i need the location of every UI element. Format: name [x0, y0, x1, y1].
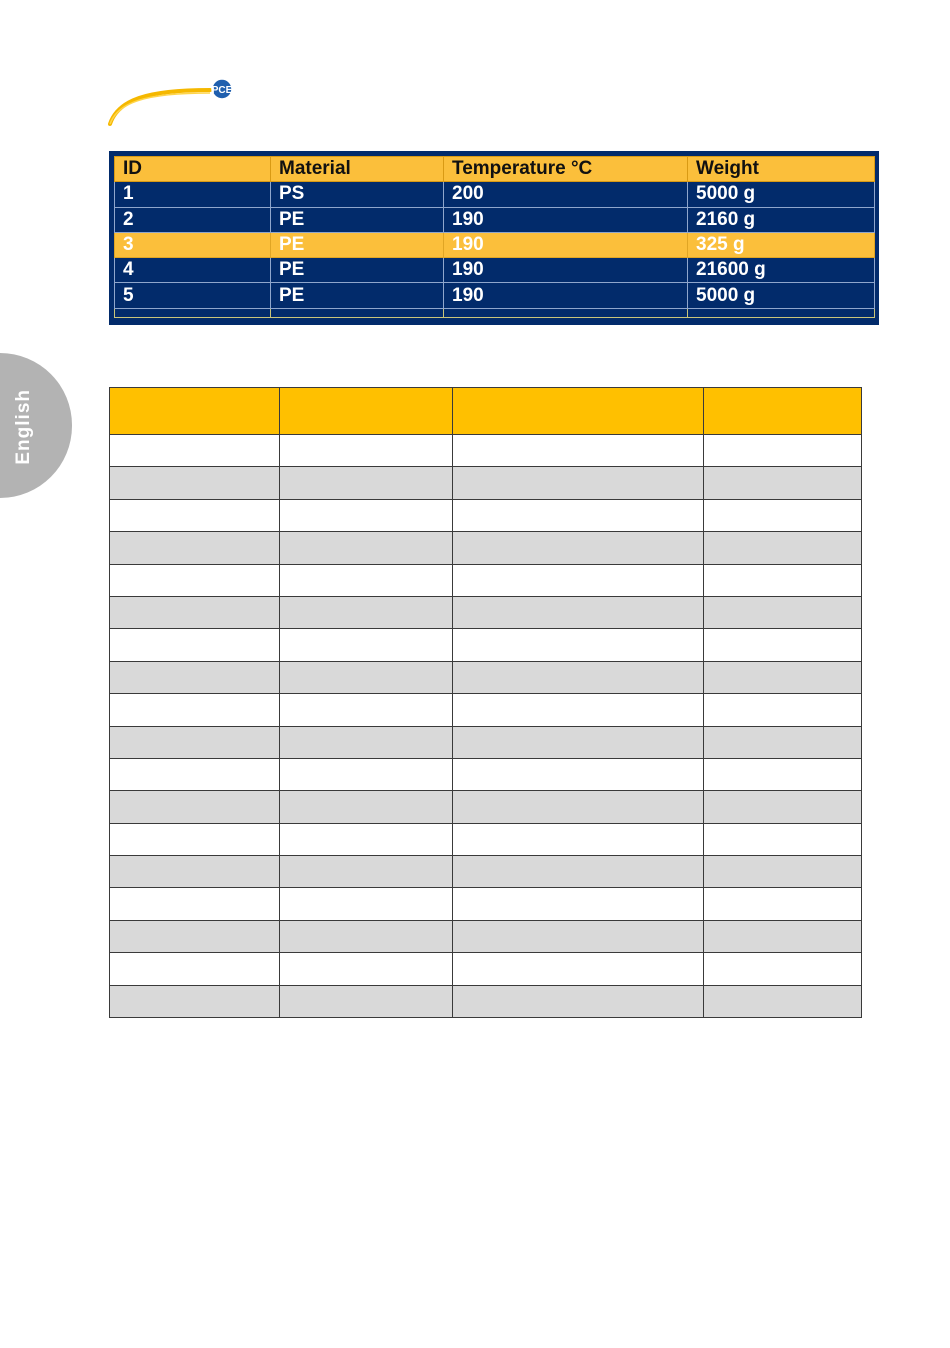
blank-table-cell	[110, 758, 280, 790]
blank-table-cell	[110, 661, 280, 693]
blank-table-cell	[453, 985, 704, 1017]
blank-table-cell	[280, 661, 453, 693]
blank-table-cell	[704, 791, 862, 823]
blank-table-cell	[453, 694, 704, 726]
blank-table-cell	[280, 499, 453, 531]
blank-table-cell	[110, 791, 280, 823]
language-tab-label: English	[13, 389, 34, 465]
blank-table-cell	[110, 629, 280, 661]
blank-table-row	[110, 694, 862, 726]
blank-table-cell	[280, 726, 453, 758]
blank-table-cell	[704, 758, 862, 790]
blank-table-cell	[110, 694, 280, 726]
header-weight: Weight	[688, 157, 875, 182]
blank-table-cell	[110, 856, 280, 888]
blank-table-cell	[110, 888, 280, 920]
blank-table-row	[110, 596, 862, 628]
cell-id: 1	[115, 182, 271, 207]
blank-table-cell	[453, 953, 704, 985]
blank-table-cell	[704, 661, 862, 693]
blank-table-cell	[110, 953, 280, 985]
blank-table-cell	[280, 920, 453, 952]
blank-table-cell	[280, 823, 453, 855]
cell-id: 5	[115, 283, 271, 308]
blank-table-cell	[110, 596, 280, 628]
blank-table-cell	[704, 467, 862, 499]
blank-table-cell	[453, 758, 704, 790]
cell-temperature: 190	[444, 207, 688, 232]
blank-table-row	[110, 532, 862, 564]
cell-id: 3	[115, 232, 271, 257]
blank-record-table	[109, 387, 862, 1018]
blank-table-row	[110, 726, 862, 758]
blank-table-cell	[280, 694, 453, 726]
blank-table-cell	[704, 694, 862, 726]
blank-table-cell	[704, 499, 862, 531]
blank-table-cell	[280, 791, 453, 823]
header-id: ID	[115, 157, 271, 182]
table-row-selected[interactable]	[115, 232, 875, 257]
blank-table-cell	[453, 823, 704, 855]
blank-table-row	[110, 564, 862, 596]
cell-temperature: 200	[444, 182, 688, 207]
blank-table-row	[110, 499, 862, 531]
blank-table-cell	[280, 564, 453, 596]
pce-logo	[106, 78, 246, 128]
blank-table-cell	[110, 823, 280, 855]
blank-table-cell	[280, 985, 453, 1017]
blank-table-row	[110, 823, 862, 855]
blank-table-cell	[453, 791, 704, 823]
blank-table-cell	[110, 564, 280, 596]
blank-table-cell	[704, 856, 862, 888]
blank-table-cell	[110, 467, 280, 499]
blank-table-cell	[453, 920, 704, 952]
blank-table-cell	[280, 435, 453, 467]
blank-table-row	[110, 920, 862, 952]
blank-table-cell	[704, 953, 862, 985]
blank-table-cell	[110, 499, 280, 531]
cell-id: 4	[115, 258, 271, 283]
cell-weight: 2160 g	[688, 207, 875, 232]
cell-material: PE	[271, 232, 444, 257]
cell-id: 2	[115, 207, 271, 232]
blank-table-cell	[453, 532, 704, 564]
blank-table-cell	[453, 629, 704, 661]
blank-table-cell	[453, 596, 704, 628]
blank-header-cell	[704, 388, 862, 435]
cell-material: PE	[271, 258, 444, 283]
blank-table-cell	[110, 435, 280, 467]
cell-weight: 5000 g	[688, 182, 875, 207]
blank-table-cell	[704, 532, 862, 564]
cell-weight: 21600 g	[688, 258, 875, 283]
blank-table-cell	[453, 726, 704, 758]
cell-temperature: 190	[444, 258, 688, 283]
blank-header-cell	[110, 388, 280, 435]
table-row[interactable]	[115, 258, 875, 283]
blank-table-cell	[704, 920, 862, 952]
blank-table-cell	[280, 629, 453, 661]
blank-table-row	[110, 791, 862, 823]
blank-table-cell	[704, 435, 862, 467]
blank-table-cell	[110, 726, 280, 758]
blank-table-cell	[453, 467, 704, 499]
blank-table-row	[110, 435, 862, 467]
table-row[interactable]	[115, 207, 875, 232]
blank-table-row	[110, 953, 862, 985]
blank-table-cell	[453, 564, 704, 596]
blank-table-row	[110, 467, 862, 499]
blank-table-row	[110, 888, 862, 920]
logo-badge-text: PCE	[211, 85, 233, 96]
table-row-empty	[115, 308, 875, 317]
blank-table-cell	[110, 532, 280, 564]
blank-header-cell	[453, 388, 704, 435]
blank-table-cell	[110, 985, 280, 1017]
blank-table-cell	[280, 888, 453, 920]
cell-weight: 325 g	[688, 232, 875, 257]
blank-table-cell	[453, 888, 704, 920]
blank-table-cell	[453, 499, 704, 531]
cell-material: PE	[271, 207, 444, 232]
blank-table-cell	[280, 758, 453, 790]
blank-table-row	[110, 985, 862, 1017]
blank-table-header	[110, 388, 862, 435]
blank-table-cell	[704, 985, 862, 1017]
cell-temperature: 190	[444, 232, 688, 257]
blank-table-cell	[704, 823, 862, 855]
screen-table-header	[115, 157, 875, 182]
header-temperature: Temperature °C	[444, 157, 688, 182]
blank-table-cell	[704, 596, 862, 628]
blank-table-cell	[453, 856, 704, 888]
blank-table-cell	[280, 596, 453, 628]
blank-table-cell	[704, 726, 862, 758]
blank-table-cell	[453, 661, 704, 693]
blank-table-cell	[280, 532, 453, 564]
cell-material: PS	[271, 182, 444, 207]
blank-table-cell	[453, 435, 704, 467]
blank-table-cell	[280, 953, 453, 985]
blank-table-row	[110, 629, 862, 661]
cell-temperature: 190	[444, 283, 688, 308]
blank-header-cell	[280, 388, 453, 435]
device-screen-table	[109, 151, 879, 325]
table-row[interactable]	[115, 283, 875, 308]
language-tab	[0, 353, 72, 498]
header-material: Material	[271, 157, 444, 182]
cell-material: PE	[271, 283, 444, 308]
blank-table-row	[110, 758, 862, 790]
cell-weight: 5000 g	[688, 283, 875, 308]
blank-table-row	[110, 856, 862, 888]
blank-table-row	[110, 661, 862, 693]
blank-table-cell	[280, 856, 453, 888]
blank-table-cell	[110, 920, 280, 952]
table-row[interactable]	[115, 182, 875, 207]
blank-table-cell	[280, 467, 453, 499]
blank-table-cell	[704, 564, 862, 596]
blank-table-cell	[704, 888, 862, 920]
blank-table-cell	[704, 629, 862, 661]
